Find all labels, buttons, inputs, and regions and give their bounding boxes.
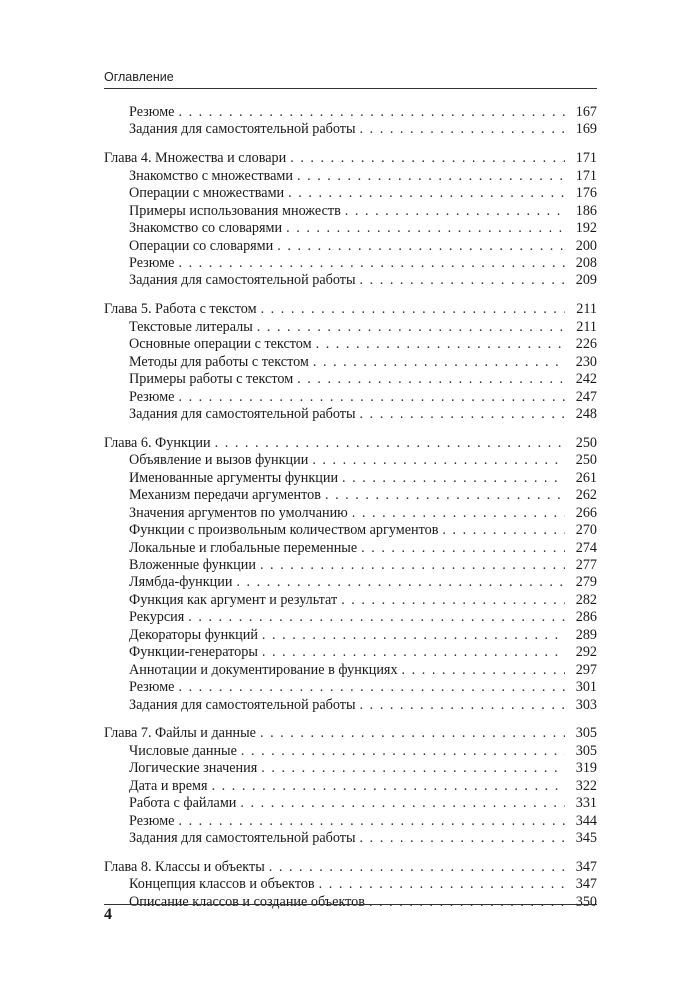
table-of-contents — [104, 104, 597, 923]
toc-entry-title: Знакомство с множествами — [129, 167, 294, 184]
toc-entry-page: 303 — [575, 696, 597, 713]
toc-entry-page: 350 — [575, 893, 597, 910]
toc-section-entry[interactable] — [104, 876, 597, 893]
toc-section-entry[interactable] — [104, 319, 597, 336]
dot-leader — [262, 644, 565, 661]
toc-section-entry[interactable] — [104, 743, 597, 760]
toc-section-entry[interactable] — [104, 894, 597, 911]
toc-section-entry[interactable] — [104, 609, 597, 626]
toc-entry-title: Операции с множествами — [129, 185, 285, 202]
toc-entry-page: 319 — [575, 760, 597, 777]
toc-entry-page: 211 — [576, 301, 597, 318]
toc-entry-page: 331 — [575, 795, 597, 812]
toc-group — [104, 104, 597, 139]
dot-leader — [260, 557, 565, 574]
dot-leader — [316, 336, 565, 353]
toc-entry-title: Декораторы функций — [129, 626, 258, 643]
toc-section-entry[interactable] — [104, 238, 597, 255]
toc-entry-page: 279 — [575, 574, 597, 591]
toc-entry-title: Объявление и вызов функции — [129, 452, 309, 469]
toc-section-entry[interactable] — [104, 662, 597, 679]
toc-entry-page: 242 — [575, 371, 597, 388]
toc-chapter-entry[interactable] — [104, 725, 597, 742]
header-divider — [104, 88, 597, 89]
toc-entry-title: Основные операции с текстом — [129, 336, 312, 353]
dot-leader — [297, 371, 565, 388]
toc-group — [104, 725, 597, 847]
dot-leader — [402, 662, 565, 679]
toc-section-entry[interactable] — [104, 830, 597, 847]
toc-entry-title: Функции с произвольным количеством аргументов — [129, 522, 439, 539]
toc-entry-title: Именованные аргументы функции — [129, 469, 339, 486]
toc-chapter-entry[interactable] — [104, 150, 597, 167]
dot-leader — [260, 725, 565, 742]
toc-entry-title: Операции со словарями — [129, 237, 274, 254]
toc-entry-title: Дата и время — [129, 777, 208, 794]
toc-entry-title: Концепция классов и объектов — [129, 876, 315, 893]
dot-leader — [269, 859, 565, 876]
toc-section-entry[interactable] — [104, 778, 597, 795]
toc-entry-title: Глава 8. Классы и объекты — [104, 859, 265, 875]
toc-section-entry[interactable] — [104, 470, 597, 487]
dot-leader — [313, 354, 565, 371]
toc-entry-page: 192 — [575, 220, 597, 237]
toc-entry-title: Локальные и глобальные переменные — [129, 539, 358, 556]
toc-section-entry[interactable] — [104, 644, 597, 661]
dot-leader — [360, 272, 565, 289]
dot-leader — [345, 203, 565, 220]
toc-section-entry[interactable] — [104, 220, 597, 237]
toc-entry-page: 292 — [575, 644, 597, 661]
toc-entry-page: 167 — [575, 104, 597, 120]
toc-entry-title: Механизм передачи аргументов — [129, 487, 321, 504]
dot-leader — [257, 319, 565, 336]
dot-leader — [290, 150, 565, 167]
toc-section-entry[interactable] — [104, 104, 597, 121]
toc-section-entry[interactable] — [104, 592, 597, 609]
toc-chapter-entry[interactable] — [104, 301, 597, 318]
toc-entry-title: Задания для самостоятельной работы — [129, 830, 356, 847]
dot-leader — [286, 220, 565, 237]
toc-entry-title: Вложенные функции — [129, 557, 256, 573]
toc-entry-page: 305 — [575, 742, 597, 759]
dot-leader — [241, 743, 565, 760]
toc-section-entry[interactable] — [104, 203, 597, 220]
toc-entry-page: 262 — [575, 487, 597, 504]
toc-entry-page: 301 — [575, 679, 597, 696]
toc-entry-page: 286 — [575, 609, 597, 626]
toc-entry-title: Знакомство со словарями — [129, 220, 283, 237]
toc-entry-page: 250 — [575, 452, 597, 469]
footer-divider — [104, 904, 597, 905]
dot-leader — [188, 609, 565, 626]
toc-entry-title: Работа с файлами — [129, 795, 237, 812]
toc-entry-page: 305 — [575, 725, 597, 742]
dot-leader — [360, 406, 565, 423]
toc-entry-page: 209 — [575, 272, 597, 289]
toc-section-entry[interactable] — [104, 522, 597, 539]
toc-entry-title: Резюме — [129, 255, 175, 271]
toc-entry-title: Резюме — [129, 104, 175, 120]
dot-leader — [342, 470, 565, 487]
dot-leader — [360, 697, 565, 714]
dot-leader — [360, 121, 565, 138]
toc-entry-page: 200 — [575, 237, 597, 254]
toc-entry-title: Числовые данные — [129, 742, 237, 759]
dot-leader — [312, 452, 565, 469]
toc-entry-page: 186 — [575, 202, 597, 219]
toc-entry-page: 289 — [575, 626, 597, 643]
toc-entry-title: Методы для работы с текстом — [129, 353, 309, 370]
toc-entry-page: 247 — [575, 388, 597, 405]
toc-section-entry[interactable] — [104, 168, 597, 185]
toc-section-entry[interactable] — [104, 354, 597, 371]
running-header: Оглавление — [104, 70, 174, 84]
toc-section-entry[interactable] — [104, 406, 597, 423]
toc-entry-title: Лямбда-функции — [129, 574, 233, 591]
toc-section-entry[interactable] — [104, 452, 597, 469]
toc-entry-title: Резюме — [129, 812, 175, 829]
dot-leader — [178, 813, 565, 830]
toc-entry-title: Описание классов и создание объектов — [129, 893, 365, 910]
page-number: 4 — [104, 906, 112, 923]
toc-entry-page: 266 — [575, 504, 597, 521]
toc-entry-title: Глава 4. Множества и словари — [104, 150, 287, 167]
toc-entry-title: Рекурсия — [129, 609, 185, 626]
toc-entry-page: 176 — [575, 185, 597, 202]
toc-entry-page: 297 — [575, 661, 597, 678]
dot-leader — [178, 255, 565, 272]
toc-entry-title: Задания для самостоятельной работы — [129, 406, 356, 422]
dot-leader — [360, 830, 565, 847]
toc-entry-page: 282 — [575, 591, 597, 608]
toc-entry-page: 171 — [575, 150, 597, 167]
toc-section-entry[interactable] — [104, 272, 597, 289]
dot-leader — [442, 522, 565, 539]
toc-section-entry[interactable] — [104, 760, 597, 777]
toc-entry-title: Аннотации и документирование в функциях — [129, 661, 398, 678]
dot-leader — [352, 505, 565, 522]
toc-section-entry[interactable] — [104, 627, 597, 644]
toc-group — [104, 301, 597, 423]
toc-entry-title: Глава 6. Функции — [104, 434, 211, 451]
toc-entry-page: 345 — [575, 830, 597, 847]
dot-leader — [178, 104, 565, 121]
toc-entry-title: Логические значения — [129, 760, 258, 777]
toc-entry-page: 270 — [575, 522, 597, 539]
toc-section-entry[interactable] — [104, 505, 597, 522]
dot-leader — [261, 760, 565, 777]
toc-chapter-entry[interactable] — [104, 859, 597, 876]
toc-entry-page: 347 — [575, 859, 597, 875]
toc-entry-title: Текстовые литералы — [129, 318, 253, 335]
dot-leader — [369, 894, 565, 911]
toc-entry-page: 277 — [575, 557, 597, 573]
toc-group — [104, 435, 597, 714]
toc-entry-page: 171 — [575, 167, 597, 184]
toc-entry-page: 226 — [575, 336, 597, 353]
toc-entry-title: Задания для самостоятельной работы — [129, 272, 356, 289]
toc-entry-page: 211 — [576, 318, 597, 335]
dot-leader — [297, 168, 565, 185]
toc-section-entry[interactable] — [104, 813, 597, 830]
dot-leader — [361, 540, 565, 557]
toc-section-entry[interactable] — [104, 185, 597, 202]
toc-entry-title: Примеры работы с текстом — [129, 371, 294, 388]
toc-entry-title: Резюме — [129, 679, 175, 696]
dot-leader — [178, 679, 565, 696]
toc-section-entry[interactable] — [104, 389, 597, 406]
toc-entry-page: 322 — [575, 777, 597, 794]
toc-entry-title: Глава 7. Файлы и данные — [104, 725, 256, 742]
dot-leader — [262, 627, 565, 644]
toc-entry-page: 230 — [575, 353, 597, 370]
dot-leader — [215, 435, 565, 452]
toc-entry-page: 248 — [575, 406, 597, 422]
dot-leader — [236, 574, 565, 591]
toc-entry-page: 347 — [575, 876, 597, 893]
toc-section-entry[interactable] — [104, 540, 597, 557]
toc-entry-title: Функция как аргумент и результат — [129, 591, 338, 608]
toc-entry-title: Задания для самостоятельной работы — [129, 696, 356, 713]
toc-entry-title: Резюме — [129, 388, 175, 405]
toc-entry-title: Глава 5. Работа с текстом — [104, 301, 257, 318]
toc-section-entry[interactable] — [104, 795, 597, 812]
toc-entry-page: 274 — [575, 539, 597, 556]
toc-entry-page: 169 — [575, 121, 597, 138]
toc-entry-title: Значения аргументов по умолчанию — [129, 504, 348, 521]
toc-section-entry[interactable] — [104, 679, 597, 696]
toc-entry-page: 261 — [575, 469, 597, 486]
toc-section-entry[interactable] — [104, 574, 597, 591]
toc-entry-page: 208 — [575, 255, 597, 271]
dot-leader — [261, 301, 565, 318]
dot-leader — [288, 185, 565, 202]
dot-leader — [341, 592, 565, 609]
dot-leader — [212, 778, 565, 795]
toc-entry-page: 344 — [575, 812, 597, 829]
toc-section-entry[interactable] — [104, 371, 597, 388]
dot-leader — [178, 389, 565, 406]
toc-entry-title: Примеры использования множеств — [129, 202, 341, 219]
toc-section-entry[interactable] — [104, 697, 597, 714]
toc-entry-title: Функции-генераторы — [129, 644, 258, 661]
toc-section-entry[interactable] — [104, 336, 597, 353]
toc-entry-title: Задания для самостоятельной работы — [129, 121, 356, 138]
toc-group — [104, 150, 597, 290]
dot-leader — [277, 238, 565, 255]
dot-leader — [319, 876, 565, 893]
toc-section-entry[interactable] — [104, 255, 597, 272]
dot-leader — [325, 487, 565, 504]
toc-section-entry[interactable] — [104, 557, 597, 574]
toc-section-entry[interactable] — [104, 487, 597, 504]
toc-entry-page: 250 — [575, 434, 597, 451]
dot-leader — [240, 795, 565, 812]
toc-section-entry[interactable] — [104, 121, 597, 138]
toc-chapter-entry[interactable] — [104, 435, 597, 452]
